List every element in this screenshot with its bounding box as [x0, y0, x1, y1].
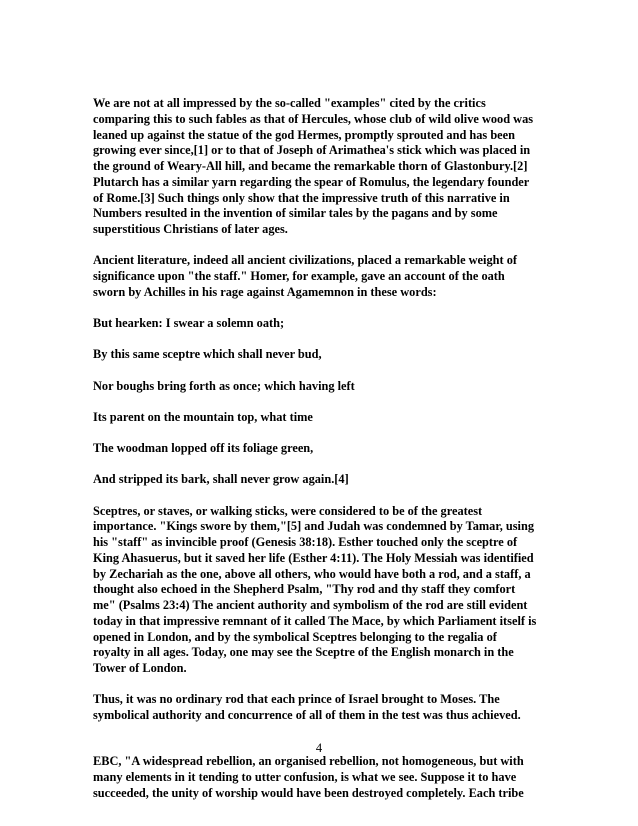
- text-line: Tower of London.: [93, 661, 187, 675]
- text-line: symbolical authority and concurrence of all of them in the test was thus achieved.: [93, 708, 521, 722]
- verse-line: The woodman lopped off its foliage green,: [93, 441, 314, 455]
- text-line: Numbers resulted in the invention of similar tales by the pagans and by some: [93, 206, 498, 221]
- text-line: growing ever since,[1] or to that of Joseph of Arimathea's stick which was placed in: [93, 143, 531, 158]
- text-line: thought also echoed in the Shepherd Psalm, "Thy rod and thy staff they comfort: [93, 582, 516, 597]
- text-line: significance upon "the staff." Homer, for example, gave an account of the oath: [93, 269, 505, 283]
- paragraph-ordinary-rod: [93, 692, 553, 724]
- text-line: by Zechariah as the one, above all others, who would have both a rod, and a staff, a: [93, 566, 531, 581]
- text-line: me" (Psalms 23:4) The ancient authority and symbolism of the rod are still evident: [93, 598, 528, 612]
- text-line: We are not at all impressed by the so-called "examples" cited by the critics: [93, 96, 486, 110]
- verse-line: And stripped its bark, shall never grow again.[4]: [93, 472, 349, 487]
- text-line: today in that impressive remnant of it called The Mace, by which Parliament itself is: [93, 613, 537, 628]
- text-line: Sceptres, or staves, or walking sticks, were considered to be of the greatest: [93, 503, 483, 518]
- text-line: Ancient literature, indeed all ancient civilizations, placed a remarkable weight of: [93, 253, 517, 268]
- text-line: EBC, "A widespread rebellion, an organised rebellion, not homogeneous, but with: [93, 754, 524, 769]
- verse-line: Its parent on the mountain top, what time: [93, 409, 313, 424]
- paragraph-ebc-quote: [93, 754, 553, 801]
- document-body: [93, 96, 553, 817]
- verse-line: Nor boughs bring forth as once; which having left: [93, 378, 355, 393]
- text-line: succeeded, the unity of worship would have been destroyed completely. Each tribe: [93, 785, 524, 800]
- text-line: royalty in all ages. Today, one may see the Sceptre of the English monarch in the: [93, 645, 514, 660]
- text-line: opened in London, and by the symbolical Sceptres belonging to the regalia of: [93, 629, 497, 644]
- verse-line: But hearken: I swear a solemn oath;: [93, 316, 285, 330]
- paragraph-sceptres: [93, 504, 553, 677]
- text-line: King Ahasuerus, but it saved her life (Esther 4:11). The Holy Messiah was identified: [93, 550, 534, 565]
- text-line: of Rome.[3] Such things only show that the impressive truth of this narrative in: [93, 190, 510, 205]
- text-line: many elements in it tending to utter confusion, is what we see. Suppose it to have: [93, 770, 517, 784]
- paragraph-examples: [93, 96, 553, 238]
- text-line: Plutarch has a similar yarn regarding the spear of Romulus, the legendary founder: [93, 174, 530, 189]
- text-line: comparing this to such fables as that of Hercules, whose club of wild olive wood was: [93, 111, 534, 126]
- text-line: Thus, it was no ordinary rod that each prince of Israel brought to Moses. The: [93, 692, 500, 707]
- paragraph-ancient-literature: [93, 253, 553, 300]
- text-line: his "staff" as invincible proof (Genesis 38:18). Esther touched only the sceptre of: [93, 535, 518, 549]
- text-line: the ground of Weary-All hill, and became the remarkable thorn of Glastonbury.[2]: [93, 159, 528, 173]
- text-line: importance. "Kings swore by them,"[5] and Judah was condemned by Tamar, using: [93, 519, 535, 534]
- text-line: sworn by Achilles in his rage against Agamemnon in these words:: [93, 284, 437, 299]
- verse-line: By this same sceptre which shall never bud,: [93, 347, 322, 362]
- text-line: leaned up against the statue of the god Hermes, promptly sprouted and has been: [93, 127, 516, 142]
- text-line: superstitious Christians of later ages.: [93, 222, 288, 236]
- page-number: 4: [315, 741, 323, 755]
